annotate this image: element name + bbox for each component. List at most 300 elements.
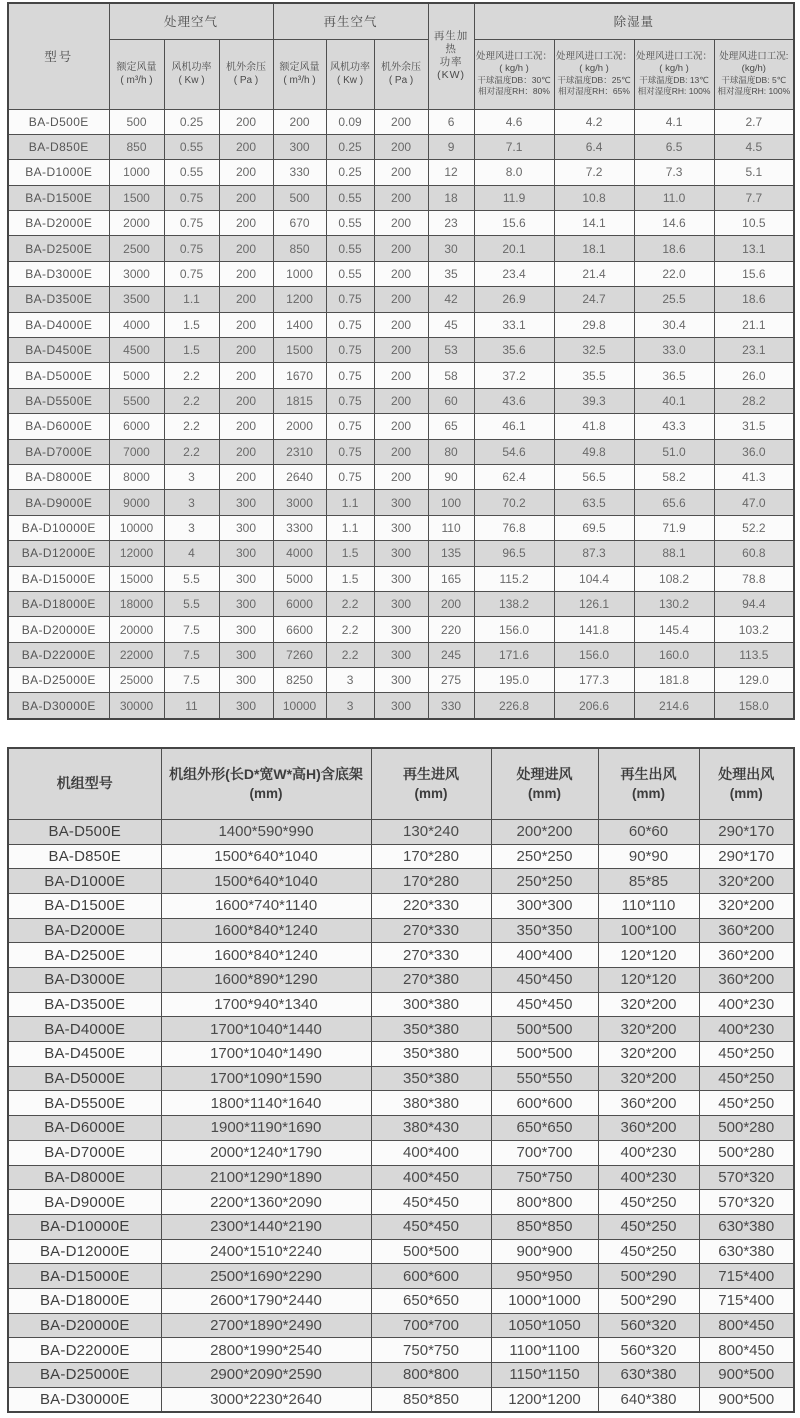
cell-proc-fan-power: 0.25	[164, 109, 219, 134]
condition-db: 干球温度DB：30℃	[477, 75, 551, 85]
cell-regen-ext-static: 300	[374, 515, 428, 540]
cell-proc-outlet: 290*170	[699, 819, 794, 844]
cell-regen-rated-airflow: 1670	[273, 363, 326, 388]
cell-dehumid-25c-65rh: 141.8	[554, 617, 634, 642]
header-unit: (mm)	[528, 785, 561, 801]
cell-proc-rated-airflow: 4000	[109, 312, 164, 337]
cell-proc-inlet: 800*800	[491, 1190, 598, 1215]
cell-proc-outlet: 570*320	[699, 1190, 794, 1215]
cell-regen-outlet: 560*320	[598, 1313, 699, 1338]
cell-dehumid-13c-100rh: 7.3	[634, 160, 714, 185]
cell-dehumid-30c-80rh: 156.0	[474, 617, 554, 642]
cell-proc-fan-power: 0.55	[164, 160, 219, 185]
cell-regen-rated-airflow: 3000	[273, 490, 326, 515]
cell-dehumid-5c-100rh: 18.6	[714, 287, 794, 312]
table-row	[8, 819, 794, 844]
cell-model: BA-D30000E	[8, 1387, 161, 1412]
cell-model: BA-D2500E	[8, 943, 161, 968]
cell-model: BA-D6000E	[8, 1116, 161, 1141]
table-row	[8, 414, 794, 439]
cell-dehumid-30c-80rh: 23.4	[474, 261, 554, 286]
cell-model: BA-D5000E	[8, 363, 109, 388]
cell-proc-fan-power: 5.5	[164, 566, 219, 591]
cell-model: BA-D4500E	[8, 338, 109, 363]
cell-regen-ext-static: 200	[374, 338, 428, 363]
cell-dimensions: 1600*890*1290	[161, 968, 371, 993]
cell-proc-outlet: 400*230	[699, 1017, 794, 1042]
cell-dehumid-25c-65rh: 156.0	[554, 642, 634, 667]
cell-proc-inlet: 450*450	[491, 968, 598, 993]
cell-dehumid-5c-100rh: 78.8	[714, 566, 794, 591]
cell-dimensions: 1700*1090*1590	[161, 1066, 371, 1091]
cell-regen-ext-static: 200	[374, 109, 428, 134]
cell-regen-outlet: 450*250	[598, 1190, 699, 1215]
cell-dehumid-30c-80rh: 11.9	[474, 185, 554, 210]
table-row	[8, 211, 794, 236]
cell-proc-inlet: 250*250	[491, 844, 598, 869]
cell-regen-inlet: 350*380	[371, 1066, 491, 1091]
cell-regen-heat-power: 330	[428, 693, 474, 719]
condition-title: 处理风进口工况：	[636, 51, 713, 62]
cell-regen-ext-static: 300	[374, 693, 428, 719]
cell-proc-outlet: 360*200	[699, 918, 794, 943]
cell-model: BA-D22000E	[8, 1338, 161, 1363]
cell-dehumid-13c-100rh: 18.6	[634, 236, 714, 261]
cell-proc-rated-airflow: 30000	[109, 693, 164, 719]
cell-proc-rated-airflow: 1000	[109, 160, 164, 185]
cell-dehumid-5c-100rh: 2.7	[714, 109, 794, 134]
cell-regen-fan-power: 1.5	[326, 566, 374, 591]
cell-proc-outlet: 360*200	[699, 968, 794, 993]
cell-regen-outlet: 120*120	[598, 943, 699, 968]
cell-regen-fan-power: 0.25	[326, 134, 374, 159]
cell-proc-rated-airflow: 8000	[109, 464, 164, 489]
cell-proc-fan-power: 5.5	[164, 591, 219, 616]
cell-model: BA-D7000E	[8, 439, 109, 464]
cell-dehumid-25c-65rh: 21.4	[554, 261, 634, 286]
cell-proc-fan-power: 2.2	[164, 414, 219, 439]
table-row	[8, 541, 794, 566]
cell-model: BA-D15000E	[8, 1264, 161, 1289]
cell-dehumid-5c-100rh: 52.2	[714, 515, 794, 540]
cell-proc-outlet: 320*200	[699, 893, 794, 918]
cell-model: BA-D500E	[8, 109, 109, 134]
cell-dimensions: 2200*1360*2090	[161, 1190, 371, 1215]
col-header-condition-25c-65rh	[554, 39, 634, 109]
sub-unit: ( Pa )	[233, 75, 259, 86]
dimension-spec-table	[7, 747, 795, 1414]
condition-unit: (kg/h)	[741, 63, 766, 74]
cell-regen-inlet: 130*240	[371, 819, 491, 844]
cell-regen-outlet: 640*380	[598, 1387, 699, 1412]
cell-model: BA-D5500E	[8, 1091, 161, 1116]
cell-proc-inlet: 600*600	[491, 1091, 598, 1116]
cell-dehumid-25c-65rh: 49.8	[554, 439, 634, 464]
regen-heat-line1: 再生加热	[433, 30, 469, 56]
table-row	[8, 943, 794, 968]
table-row	[8, 668, 794, 693]
table-row	[8, 515, 794, 540]
col-header-proc-fan-power	[164, 39, 219, 109]
cell-proc-ext-static: 300	[219, 541, 273, 566]
cell-dehumid-30c-80rh: 20.1	[474, 236, 554, 261]
cell-dehumid-5c-100rh: 47.0	[714, 490, 794, 515]
cell-proc-inlet: 1050*1050	[491, 1313, 598, 1338]
cell-dehumid-5c-100rh: 103.2	[714, 617, 794, 642]
cell-dehumid-25c-65rh: 63.5	[554, 490, 634, 515]
cell-model: BA-D3000E	[8, 968, 161, 993]
cell-dehumid-5c-100rh: 41.3	[714, 464, 794, 489]
cell-regen-inlet: 450*450	[371, 1214, 491, 1239]
cell-regen-rated-airflow: 8250	[273, 668, 326, 693]
cell-proc-rated-airflow: 4500	[109, 338, 164, 363]
cell-regen-outlet: 320*200	[598, 992, 699, 1017]
table-gap	[7, 720, 793, 747]
cell-dehumid-30c-80rh: 115.2	[474, 566, 554, 591]
cell-regen-outlet: 120*120	[598, 968, 699, 993]
cell-proc-inlet: 400*400	[491, 943, 598, 968]
cell-dehumid-5c-100rh: 129.0	[714, 668, 794, 693]
cell-dehumid-13c-100rh: 108.2	[634, 566, 714, 591]
cell-proc-outlet: 800*450	[699, 1313, 794, 1338]
cell-proc-outlet: 290*170	[699, 844, 794, 869]
cell-regen-inlet: 350*380	[371, 1017, 491, 1042]
cell-regen-inlet: 650*650	[371, 1288, 491, 1313]
cell-regen-heat-power: 110	[428, 515, 474, 540]
cell-model: BA-D4000E	[8, 312, 109, 337]
cell-regen-ext-static: 300	[374, 566, 428, 591]
sub-label: 额定风量	[116, 62, 157, 73]
cell-regen-heat-power: 80	[428, 439, 474, 464]
cell-proc-ext-static: 200	[219, 134, 273, 159]
table-row	[8, 134, 794, 159]
cell-model: BA-D3500E	[8, 287, 109, 312]
cell-regen-outlet: 100*100	[598, 918, 699, 943]
table-row	[8, 490, 794, 515]
cell-regen-rated-airflow: 1200	[273, 287, 326, 312]
header-unit: (mm)	[729, 785, 763, 801]
cell-regen-outlet: 320*200	[598, 1017, 699, 1042]
cell-proc-fan-power: 0.75	[164, 236, 219, 261]
table-row	[8, 363, 794, 388]
header-label: 处理进风	[516, 765, 573, 782]
cell-dehumid-5c-100rh: 94.4	[714, 591, 794, 616]
cell-model: BA-D12000E	[8, 541, 109, 566]
cell-proc-outlet: 715*400	[699, 1288, 794, 1313]
cell-regen-rated-airflow: 7260	[273, 642, 326, 667]
table-row	[8, 693, 794, 719]
cell-regen-inlet: 220*330	[371, 893, 491, 918]
cell-proc-outlet: 360*200	[699, 943, 794, 968]
cell-model: BA-D18000E	[8, 591, 109, 616]
table-row	[8, 1387, 794, 1412]
cell-proc-rated-airflow: 15000	[109, 566, 164, 591]
cell-regen-fan-power: 0.55	[326, 185, 374, 210]
cell-model: BA-D7000E	[8, 1140, 161, 1165]
cell-proc-fan-power: 0.75	[164, 185, 219, 210]
cell-dehumid-25c-65rh: 41.8	[554, 414, 634, 439]
cell-proc-inlet: 550*550	[491, 1066, 598, 1091]
cell-proc-outlet: 500*280	[699, 1116, 794, 1141]
table-row	[8, 968, 794, 993]
cell-regen-outlet: 320*200	[598, 1042, 699, 1067]
cell-dehumid-30c-80rh: 33.1	[474, 312, 554, 337]
cell-model: BA-D30000E	[8, 693, 109, 719]
cell-proc-ext-static: 200	[219, 261, 273, 286]
cell-proc-fan-power: 3	[164, 490, 219, 515]
cell-proc-outlet: 630*380	[699, 1214, 794, 1239]
cell-proc-ext-static: 200	[219, 388, 273, 413]
cell-model: BA-D8000E	[8, 464, 109, 489]
cell-dimensions: 2700*1890*2490	[161, 1313, 371, 1338]
cell-regen-rated-airflow: 2640	[273, 464, 326, 489]
cell-proc-inlet: 350*350	[491, 918, 598, 943]
cell-regen-inlet: 170*280	[371, 869, 491, 894]
table-row	[8, 591, 794, 616]
table-row	[8, 388, 794, 413]
col-header-regen-ext-static	[374, 39, 428, 109]
table-row	[8, 1042, 794, 1067]
sub-label: 额定风量	[279, 62, 320, 73]
col-header-unit-dimensions	[161, 748, 371, 820]
table-row	[8, 617, 794, 642]
cell-regen-outlet: 90*90	[598, 844, 699, 869]
condition-rh: 相对湿度RH：65%	[558, 86, 630, 96]
cell-dehumid-25c-65rh: 206.6	[554, 693, 634, 719]
cell-model: BA-D2500E	[8, 236, 109, 261]
cell-proc-rated-airflow: 7000	[109, 439, 164, 464]
sub-unit: ( Pa )	[388, 75, 414, 86]
cell-proc-rated-airflow: 2500	[109, 236, 164, 261]
cell-dehumid-30c-80rh: 62.4	[474, 464, 554, 489]
table-row	[8, 464, 794, 489]
col-header-condition-5c-100rh	[714, 39, 794, 109]
cell-proc-inlet: 700*700	[491, 1140, 598, 1165]
cell-regen-heat-power: 18	[428, 185, 474, 210]
condition-title: 处理风进口工况：	[556, 51, 633, 62]
cell-model: BA-D10000E	[8, 1214, 161, 1239]
cell-proc-rated-airflow: 22000	[109, 642, 164, 667]
cell-dehumid-30c-80rh: 26.9	[474, 287, 554, 312]
cell-proc-ext-static: 300	[219, 693, 273, 719]
cell-regen-rated-airflow: 1400	[273, 312, 326, 337]
col-header-regen-outlet	[598, 748, 699, 820]
cell-regen-heat-power: 35	[428, 261, 474, 286]
cell-model: BA-D2000E	[8, 211, 109, 236]
cell-dehumid-30c-80rh: 46.1	[474, 414, 554, 439]
dimension-table-body	[8, 819, 794, 1412]
regen-heat-line2: 功率	[439, 56, 463, 69]
cell-dimensions: 1700*1040*1490	[161, 1042, 371, 1067]
cell-proc-ext-static: 200	[219, 109, 273, 134]
cell-regen-rated-airflow: 200	[273, 109, 326, 134]
cell-dehumid-30c-80rh: 96.5	[474, 541, 554, 566]
cell-model: BA-D1500E	[8, 893, 161, 918]
cell-proc-fan-power: 7.5	[164, 642, 219, 667]
condition-rh: 相对湿度RH: 100%	[637, 86, 711, 96]
table-row	[8, 1363, 794, 1388]
cell-dehumid-13c-100rh: 71.9	[634, 515, 714, 540]
cell-proc-ext-static: 200	[219, 236, 273, 261]
cell-proc-fan-power: 1.5	[164, 338, 219, 363]
cell-regen-fan-power: 1.1	[326, 490, 374, 515]
cell-regen-outlet: 320*200	[598, 1066, 699, 1091]
cell-regen-fan-power: 0.75	[326, 287, 374, 312]
cell-regen-outlet: 500*290	[598, 1288, 699, 1313]
cell-regen-inlet: 450*450	[371, 1190, 491, 1215]
cell-dehumid-13c-100rh: 181.8	[634, 668, 714, 693]
cell-dimensions: 1600*740*1140	[161, 893, 371, 918]
cell-dimensions: 1800*1140*1640	[161, 1091, 371, 1116]
cell-model: BA-D3000E	[8, 261, 109, 286]
cell-dimensions: 1600*840*1240	[161, 943, 371, 968]
cell-dehumid-5c-100rh: 10.5	[714, 211, 794, 236]
cell-regen-fan-power: 0.75	[326, 312, 374, 337]
cell-regen-ext-static: 200	[374, 185, 428, 210]
cell-dehumid-25c-65rh: 24.7	[554, 287, 634, 312]
cell-regen-fan-power: 0.75	[326, 414, 374, 439]
cell-regen-outlet: 110*110	[598, 893, 699, 918]
cell-proc-inlet: 500*500	[491, 1017, 598, 1042]
cell-regen-outlet: 560*320	[598, 1338, 699, 1363]
performance-table-body	[8, 109, 794, 719]
cell-dehumid-5c-100rh: 60.8	[714, 541, 794, 566]
cell-dehumid-25c-65rh: 87.3	[554, 541, 634, 566]
cell-dehumid-5c-100rh: 158.0	[714, 693, 794, 719]
cell-proc-ext-static: 300	[219, 515, 273, 540]
cell-proc-ext-static: 300	[219, 566, 273, 591]
cell-regen-fan-power: 2.2	[326, 617, 374, 642]
cell-proc-inlet: 300*300	[491, 893, 598, 918]
cell-model: BA-D6000E	[8, 414, 109, 439]
cell-proc-fan-power: 7.5	[164, 668, 219, 693]
col-header-model: 型号	[8, 3, 109, 109]
cell-dehumid-13c-100rh: 51.0	[634, 439, 714, 464]
cell-regen-fan-power: 0.55	[326, 236, 374, 261]
cell-regen-fan-power: 1.5	[326, 541, 374, 566]
header-unit: (mm)	[414, 785, 448, 801]
cell-dehumid-13c-100rh: 36.5	[634, 363, 714, 388]
cell-dimensions: 1500*640*1040	[161, 869, 371, 894]
cell-model: BA-D1000E	[8, 160, 109, 185]
cell-dehumid-30c-80rh: 15.6	[474, 211, 554, 236]
cell-regen-inlet: 850*850	[371, 1387, 491, 1412]
cell-regen-inlet: 270*330	[371, 918, 491, 943]
cell-proc-rated-airflow: 1500	[109, 185, 164, 210]
cell-model: BA-D1000E	[8, 869, 161, 894]
cell-dimensions: 2100*1290*1890	[161, 1165, 371, 1190]
table-row	[8, 1338, 794, 1363]
sub-label: 风机功率	[330, 62, 371, 73]
cell-dehumid-13c-100rh: 43.3	[634, 414, 714, 439]
cell-dimensions: 2600*1790*2440	[161, 1288, 371, 1313]
cell-model: BA-D9000E	[8, 1190, 161, 1215]
cell-proc-ext-static: 200	[219, 464, 273, 489]
cell-proc-ext-static: 200	[219, 338, 273, 363]
cell-model: BA-D25000E	[8, 668, 109, 693]
cell-regen-ext-static: 200	[374, 261, 428, 286]
cell-proc-inlet: 1150*1150	[491, 1363, 598, 1388]
cell-regen-ext-static: 300	[374, 617, 428, 642]
cell-proc-inlet: 1100*1100	[491, 1338, 598, 1363]
col-header-proc-inlet	[491, 748, 598, 820]
col-header-regen-fan-power	[326, 39, 374, 109]
cell-model: BA-D5000E	[8, 1066, 161, 1091]
condition-db: 干球温度DB: 13℃	[639, 75, 709, 85]
cell-dehumid-5c-100rh: 28.2	[714, 388, 794, 413]
table-row	[8, 1214, 794, 1239]
cell-dehumid-5c-100rh: 4.5	[714, 134, 794, 159]
cell-proc-fan-power: 3	[164, 464, 219, 489]
cell-proc-fan-power: 3	[164, 515, 219, 540]
header-label: 再生进风	[403, 765, 459, 782]
cell-regen-ext-static: 200	[374, 287, 428, 312]
cell-regen-rated-airflow: 1815	[273, 388, 326, 413]
header-label: 处理出风	[718, 765, 775, 782]
cell-dehumid-30c-80rh: 35.6	[474, 338, 554, 363]
cell-regen-ext-static: 200	[374, 134, 428, 159]
table-row	[8, 1239, 794, 1264]
cell-dehumid-13c-100rh: 65.6	[634, 490, 714, 515]
cell-dehumid-30c-80rh: 37.2	[474, 363, 554, 388]
condition-title: 处理风进口工况:	[719, 51, 789, 62]
cell-dehumid-5c-100rh: 13.1	[714, 236, 794, 261]
cell-regen-ext-static: 300	[374, 591, 428, 616]
header-unit: (mm)	[249, 785, 283, 801]
cell-proc-ext-static: 200	[219, 414, 273, 439]
performance-spec-table	[7, 2, 795, 720]
cell-regen-fan-power: 0.75	[326, 338, 374, 363]
col-group-process-air: 处理空气	[109, 3, 273, 39]
table-row	[8, 1140, 794, 1165]
cell-proc-fan-power: 11	[164, 693, 219, 719]
cell-dehumid-30c-80rh: 171.6	[474, 642, 554, 667]
cell-model: BA-D4000E	[8, 1017, 161, 1042]
cell-proc-rated-airflow: 500	[109, 109, 164, 134]
cell-proc-inlet: 200*200	[491, 819, 598, 844]
table-row	[8, 185, 794, 210]
cell-model: BA-D4500E	[8, 1042, 161, 1067]
cell-proc-inlet: 1000*1000	[491, 1288, 598, 1313]
cell-dimensions: 2000*1240*1790	[161, 1140, 371, 1165]
cell-regen-heat-power: 42	[428, 287, 474, 312]
cell-proc-inlet: 850*850	[491, 1214, 598, 1239]
table-row	[8, 566, 794, 591]
cell-regen-ext-static: 200	[374, 363, 428, 388]
cell-model: BA-D8000E	[8, 1165, 161, 1190]
cell-regen-fan-power: 3	[326, 693, 374, 719]
cell-proc-fan-power: 2.2	[164, 363, 219, 388]
cell-proc-fan-power: 7.5	[164, 617, 219, 642]
cell-regen-rated-airflow: 1500	[273, 338, 326, 363]
cell-proc-ext-static: 200	[219, 439, 273, 464]
cell-regen-fan-power: 0.75	[326, 464, 374, 489]
cell-proc-rated-airflow: 3500	[109, 287, 164, 312]
cell-regen-outlet: 60*60	[598, 819, 699, 844]
cell-dehumid-30c-80rh: 8.0	[474, 160, 554, 185]
cell-regen-rated-airflow: 500	[273, 185, 326, 210]
cell-regen-inlet: 300*380	[371, 992, 491, 1017]
cell-proc-fan-power: 0.75	[164, 211, 219, 236]
col-group-regen-air: 再生空气	[273, 3, 428, 39]
cell-proc-inlet: 250*250	[491, 869, 598, 894]
cell-regen-heat-power: 135	[428, 541, 474, 566]
cell-regen-inlet: 380*380	[371, 1091, 491, 1116]
cell-regen-heat-power: 245	[428, 642, 474, 667]
dimension-table-header	[8, 748, 794, 820]
cell-regen-rated-airflow: 2310	[273, 439, 326, 464]
col-header-proc-outlet	[699, 748, 794, 820]
